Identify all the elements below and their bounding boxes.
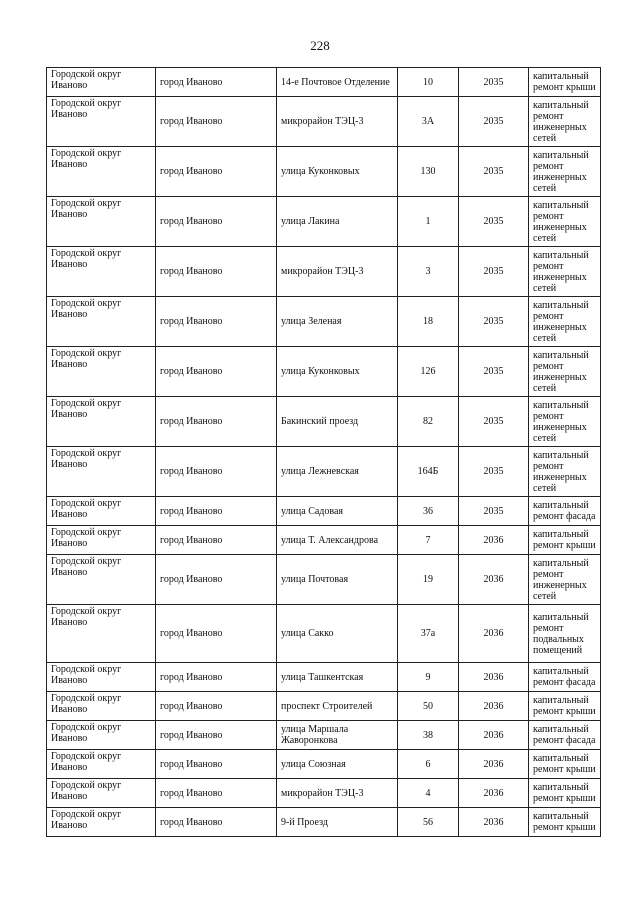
- table-row: [47, 808, 601, 837]
- okrug-cell: Городской округ Иваново: [47, 68, 156, 97]
- okrug-cell: Городской округ Иваново: [47, 397, 156, 447]
- street-cell: проспект Строителей: [277, 692, 398, 721]
- house-number-cell: 6: [398, 750, 459, 779]
- year-cell: 2035: [459, 247, 529, 297]
- street-cell: микрорайон ТЭЦ-3: [277, 247, 398, 297]
- city-cell: город Иваново: [156, 692, 277, 721]
- repair-schedule-table: [46, 67, 601, 837]
- city-cell: город Иваново: [156, 497, 277, 526]
- year-cell: 2035: [459, 147, 529, 197]
- okrug-cell: Городской округ Иваново: [47, 555, 156, 605]
- street-cell: улица Т. Александрова: [277, 526, 398, 555]
- table-row: [47, 397, 601, 447]
- table-row: [47, 779, 601, 808]
- table-row: [47, 750, 601, 779]
- street-cell: улица Куконковых: [277, 347, 398, 397]
- table-body: [47, 68, 601, 837]
- street-cell: микрорайон ТЭЦ-3: [277, 779, 398, 808]
- table-row: [47, 721, 601, 750]
- house-number-cell: 3: [398, 247, 459, 297]
- city-cell: город Иваново: [156, 779, 277, 808]
- table-row: [47, 555, 601, 605]
- okrug-cell: Городской округ Иваново: [47, 526, 156, 555]
- year-cell: 2035: [459, 347, 529, 397]
- repair-type-cell: капитальный ремонт инженерных сетей: [529, 197, 601, 247]
- table-row: [47, 447, 601, 497]
- year-cell: 2035: [459, 447, 529, 497]
- street-cell: 9-й Проезд: [277, 808, 398, 837]
- repair-type-cell: капитальный ремонт инженерных сетей: [529, 347, 601, 397]
- city-cell: город Иваново: [156, 605, 277, 663]
- house-number-cell: 164Б: [398, 447, 459, 497]
- table-row: [47, 197, 601, 247]
- repair-type-cell: капитальный ремонт фасада: [529, 663, 601, 692]
- house-number-cell: 9: [398, 663, 459, 692]
- house-number-cell: 50: [398, 692, 459, 721]
- street-cell: улица Куконковых: [277, 147, 398, 197]
- table-row: [47, 526, 601, 555]
- repair-type-cell: капитальный ремонт крыши: [529, 750, 601, 779]
- table-row: [47, 692, 601, 721]
- house-number-cell: 4: [398, 779, 459, 808]
- repair-type-cell: капитальный ремонт крыши: [529, 692, 601, 721]
- year-cell: 2035: [459, 397, 529, 447]
- table-row: [47, 97, 601, 147]
- repair-type-cell: капитальный ремонт инженерных сетей: [529, 447, 601, 497]
- okrug-cell: Городской округ Иваново: [47, 347, 156, 397]
- okrug-cell: Городской округ Иваново: [47, 297, 156, 347]
- house-number-cell: 7: [398, 526, 459, 555]
- year-cell: 2036: [459, 692, 529, 721]
- repair-type-cell: капитальный ремонт крыши: [529, 808, 601, 837]
- table-row: [47, 297, 601, 347]
- year-cell: 2035: [459, 197, 529, 247]
- street-cell: улица Ташкентская: [277, 663, 398, 692]
- repair-type-cell: капитальный ремонт крыши: [529, 68, 601, 97]
- city-cell: город Иваново: [156, 555, 277, 605]
- street-cell: улица Лакина: [277, 197, 398, 247]
- repair-type-cell: капитальный ремонт инженерных сетей: [529, 397, 601, 447]
- city-cell: город Иваново: [156, 447, 277, 497]
- okrug-cell: Городской округ Иваново: [47, 605, 156, 663]
- city-cell: город Иваново: [156, 721, 277, 750]
- house-number-cell: 18: [398, 297, 459, 347]
- house-number-cell: 38: [398, 721, 459, 750]
- table-row: [47, 147, 601, 197]
- repair-type-cell: капитальный ремонт инженерных сетей: [529, 555, 601, 605]
- city-cell: город Иваново: [156, 808, 277, 837]
- city-cell: город Иваново: [156, 197, 277, 247]
- okrug-cell: Городской округ Иваново: [47, 721, 156, 750]
- repair-type-cell: капитальный ремонт крыши: [529, 526, 601, 555]
- okrug-cell: Городской округ Иваново: [47, 750, 156, 779]
- city-cell: город Иваново: [156, 68, 277, 97]
- repair-type-cell: капитальный ремонт фасада: [529, 497, 601, 526]
- street-cell: Бакинский проезд: [277, 397, 398, 447]
- year-cell: 2036: [459, 750, 529, 779]
- house-number-cell: 1: [398, 197, 459, 247]
- okrug-cell: Городской округ Иваново: [47, 447, 156, 497]
- table-row: [47, 663, 601, 692]
- street-cell: улица Лежневская: [277, 447, 398, 497]
- year-cell: 2036: [459, 555, 529, 605]
- table-row: [47, 68, 601, 97]
- table-row: [47, 347, 601, 397]
- year-cell: 2035: [459, 68, 529, 97]
- house-number-cell: 82: [398, 397, 459, 447]
- okrug-cell: Городской округ Иваново: [47, 147, 156, 197]
- table-row: [47, 497, 601, 526]
- street-cell: улица Почтовая: [277, 555, 398, 605]
- street-cell: улица Маршала Жаворонкова: [277, 721, 398, 750]
- year-cell: 2035: [459, 297, 529, 347]
- repair-type-cell: капитальный ремонт инженерных сетей: [529, 97, 601, 147]
- house-number-cell: 56: [398, 808, 459, 837]
- table-row: [47, 247, 601, 297]
- city-cell: город Иваново: [156, 663, 277, 692]
- city-cell: город Иваново: [156, 750, 277, 779]
- year-cell: 2036: [459, 779, 529, 808]
- table-row: [47, 605, 601, 663]
- page-number: 228: [310, 38, 330, 53]
- street-cell: улица Сакко: [277, 605, 398, 663]
- city-cell: город Иваново: [156, 397, 277, 447]
- okrug-cell: Городской округ Иваново: [47, 663, 156, 692]
- repair-type-cell: капитальный ремонт инженерных сетей: [529, 247, 601, 297]
- house-number-cell: 36: [398, 497, 459, 526]
- okrug-cell: Городской округ Иваново: [47, 497, 156, 526]
- street-cell: микрорайон ТЭЦ-3: [277, 97, 398, 147]
- house-number-cell: 3А: [398, 97, 459, 147]
- street-cell: улица Союзная: [277, 750, 398, 779]
- city-cell: город Иваново: [156, 526, 277, 555]
- city-cell: город Иваново: [156, 297, 277, 347]
- repair-type-cell: капитальный ремонт инженерных сетей: [529, 297, 601, 347]
- okrug-cell: Городской округ Иваново: [47, 97, 156, 147]
- city-cell: город Иваново: [156, 147, 277, 197]
- repair-type-cell: капитальный ремонт инженерных сетей: [529, 147, 601, 197]
- city-cell: город Иваново: [156, 97, 277, 147]
- house-number-cell: 19: [398, 555, 459, 605]
- year-cell: 2035: [459, 497, 529, 526]
- okrug-cell: Городской округ Иваново: [47, 197, 156, 247]
- okrug-cell: Городской округ Иваново: [47, 779, 156, 808]
- house-number-cell: 10: [398, 68, 459, 97]
- street-cell: улица Зеленая: [277, 297, 398, 347]
- okrug-cell: Городской округ Иваново: [47, 247, 156, 297]
- year-cell: 2036: [459, 663, 529, 692]
- city-cell: город Иваново: [156, 247, 277, 297]
- year-cell: 2035: [459, 97, 529, 147]
- city-cell: город Иваново: [156, 347, 277, 397]
- year-cell: 2036: [459, 526, 529, 555]
- repair-type-cell: капитальный ремонт крыши: [529, 779, 601, 808]
- street-cell: 14-е Почтовое Отделение: [277, 68, 398, 97]
- repair-type-cell: капитальный ремонт подвальных помещений: [529, 605, 601, 663]
- house-number-cell: 37а: [398, 605, 459, 663]
- year-cell: 2036: [459, 721, 529, 750]
- street-cell: улица Садовая: [277, 497, 398, 526]
- repair-type-cell: капитальный ремонт фасада: [529, 721, 601, 750]
- house-number-cell: 126: [398, 347, 459, 397]
- okrug-cell: Городской округ Иваново: [47, 692, 156, 721]
- year-cell: 2036: [459, 605, 529, 663]
- okrug-cell: Городской округ Иваново: [47, 808, 156, 837]
- house-number-cell: 130: [398, 147, 459, 197]
- year-cell: 2036: [459, 808, 529, 837]
